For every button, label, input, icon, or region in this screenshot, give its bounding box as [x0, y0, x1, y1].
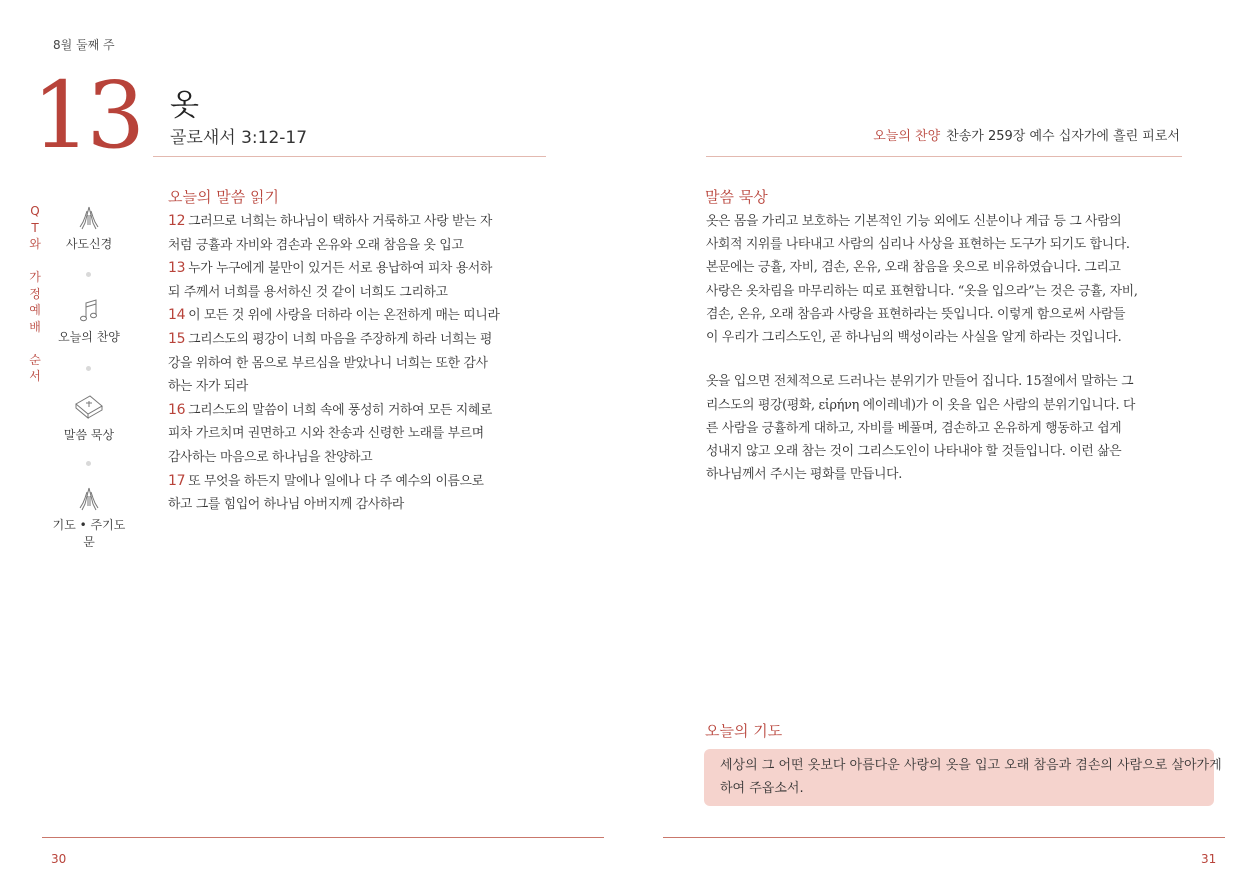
- page-number-left: 30: [51, 852, 67, 866]
- vertical-char: 배: [29, 319, 41, 334]
- header-divider-left: [153, 156, 546, 157]
- order-item-label: 오늘의 찬양: [58, 330, 120, 344]
- meditation-line: 하나님께서 주시는 평화를 만듭니다.: [706, 467, 902, 483]
- verse-line: [168, 234, 548, 258]
- meditation-line: 른 사람을 긍휼하게 대하고, 자비를 베풀며, 겸손하고 온유하게 행동하고 쉽게: [706, 420, 1122, 436]
- verse-number: 15: [168, 330, 186, 347]
- verse-line: [168, 399, 548, 423]
- verse-line: [168, 493, 548, 517]
- footer-divider-left: [42, 837, 604, 838]
- verse-line: [168, 352, 548, 376]
- verse-line: [168, 470, 548, 494]
- week-label: 8월 둘째 주: [53, 38, 115, 52]
- vertical-char: 가: [29, 270, 41, 284]
- separator-dot: [86, 272, 91, 277]
- scripture-reference: 골로새서 3:12-17: [170, 128, 308, 148]
- separator-dot: [86, 461, 91, 466]
- meditation-line: 겸손, 온유, 오래 참음과 사랑을 표현하라는 뜻입니다. 이렇게 함으로써 사람들: [706, 306, 1126, 322]
- order-item-hymn: [48, 298, 130, 345]
- verse-text: 강을 위하여 한 몸으로 부르심을 받았나니 너희는 또한 감사: [168, 355, 488, 371]
- verse-number: 13: [168, 260, 186, 277]
- meditation-line: 옷을 입으면 전체적으로 드러나는 분위기가 만들어 집니다. 15절에서 말하는 그: [706, 374, 1134, 390]
- header-divider-right: [706, 156, 1182, 157]
- praying-hands-icon: [76, 205, 102, 231]
- verse-text: 하는 자가 되라: [168, 379, 248, 395]
- order-item-label: 사도신경: [65, 237, 113, 251]
- verse-text: 처럼 긍휼과 자비와 겸손과 온유와 오래 참음을 옷 입고: [168, 237, 464, 253]
- meditation-line: 성내지 않고 오래 참는 것이 그리스도인이 나타내야 할 것들입니다. 이런 삶은: [706, 444, 1122, 460]
- vertical-char: [27, 335, 43, 352]
- prayer-box: [704, 749, 1222, 806]
- vertical-char: T: [31, 220, 39, 235]
- separator-dot: [86, 366, 91, 371]
- meditation-line: 사랑은 옷차림을 마무리하는 띠로 표현합니다. “옷을 입으라”는 것은 긍휼, 자비,: [706, 283, 1138, 299]
- verse-line: [168, 328, 548, 352]
- meditation-line: 리스도의 평강(평화, εἰρήνη 에이레네)가 이 옷을 입은 사람의 분위기입니다. 다: [706, 397, 1136, 413]
- order-item-meditation: [48, 392, 130, 443]
- verse-line: [168, 304, 548, 328]
- vertical-char: 순: [29, 352, 41, 367]
- verse-text: 누가 누구에게 불만이 있거든 서로 용납하여 피차 용서하: [188, 261, 493, 277]
- order-item-prayer: [48, 486, 130, 550]
- page-number-right: 31: [1201, 852, 1217, 866]
- verse-number: 12: [168, 213, 186, 229]
- scripture-reading: [168, 210, 548, 517]
- verse-text: 그리스도의 말씀이 너희 속에 풍성히 거하여 모든 지혜로: [188, 402, 493, 418]
- vertical-char: Q: [30, 204, 40, 218]
- meditation-line: 이 우리가 그리스도인, 곧 하나님의 백성이라는 사실을 알게 하라는 것입니다.: [706, 330, 1122, 346]
- meditation-text: [706, 210, 1200, 486]
- verse-number: 16: [168, 401, 186, 418]
- hymn-label: 오늘의 찬양: [873, 129, 941, 144]
- verse-text: 하고 그를 힘입어 하나님 아버지께 감사하라: [168, 497, 404, 513]
- paragraph-gap: [706, 349, 1200, 370]
- vertical-char: 정: [29, 286, 41, 301]
- prayer-line: 세상의 그 어떤 옷보다 아름다운 사랑의 옷을 입고 오래 참음과 겸손의 사람으로 살아가게: [720, 758, 1222, 773]
- verse-line: [168, 257, 548, 281]
- praying-hands-icon: [76, 486, 102, 512]
- verse-line: [168, 281, 548, 305]
- verse-line: [168, 375, 548, 399]
- bible-icon: [73, 392, 105, 422]
- prayer-line: 하여 주옵소서.: [720, 780, 804, 796]
- verse-text: 이 모든 것 위에 사랑을 더하라 이는 온전하게 매는 띠니라: [188, 308, 500, 324]
- page-title: 옷: [170, 88, 199, 123]
- verse-text: 감사하는 마음으로 하나님을 찬양하고: [168, 449, 373, 465]
- vertical-section-label: [27, 203, 43, 385]
- verse-line: [168, 422, 548, 446]
- verse-text: 그러므로 너희는 하나님이 택하사 거룩하고 사랑 받는 자: [188, 214, 493, 229]
- todays-hymn: [873, 125, 1180, 144]
- verse-text: 또 무엇을 하든지 말에나 일에나 다 주 예수의 이름으로: [188, 473, 484, 489]
- music-note-icon: [77, 298, 101, 324]
- meditation-line: 본문에는 긍휼, 자비, 겸손, 온유, 오래 참음을 옷으로 비유하였습니다. 그리고: [706, 260, 1121, 276]
- reading-heading: 오늘의 말씀 읽기: [168, 188, 279, 206]
- day-number: 13: [32, 62, 142, 169]
- meditation-line: 옷은 몸을 가리고 보호하는 기본적인 기능 외에도 신분이나 계급 등 그 사람의: [706, 214, 1122, 229]
- order-item-label: 말씀 묵상: [63, 428, 115, 442]
- verse-text: 되 주께서 너희를 용서하신 것 같이 너희도 그리하고: [168, 284, 448, 300]
- meditation-heading: 말씀 묵상: [705, 188, 768, 206]
- verse-text: 피차 가르치며 권면하고 시와 찬송과 신령한 노래를 부르며: [168, 426, 484, 442]
- order-item-label: 기도 • 주기도문: [52, 518, 126, 549]
- footer-divider-right: [663, 837, 1225, 838]
- verse-line: [168, 210, 548, 234]
- verse-number: 14: [168, 307, 186, 324]
- hymn-title: 찬송가 259장 예수 십자가에 흘린 피로서: [946, 129, 1180, 144]
- vertical-char: 와: [29, 237, 41, 251]
- vertical-char: 예: [29, 303, 41, 317]
- vertical-char: [27, 253, 43, 270]
- prayer-heading: 오늘의 기도: [705, 722, 783, 740]
- vertical-char: 서: [29, 369, 41, 383]
- meditation-line: 사회적 지위를 나타내고 사람의 심리나 사상을 표현하는 도구가 되기도 합니다.: [706, 237, 1130, 253]
- verse-line: [168, 446, 548, 470]
- verse-text: 그리스도의 평강이 너희 마음을 주장하게 하라 너희는 평: [188, 331, 493, 347]
- verse-number: 17: [168, 472, 186, 489]
- order-item-apostles-creed: [48, 205, 130, 252]
